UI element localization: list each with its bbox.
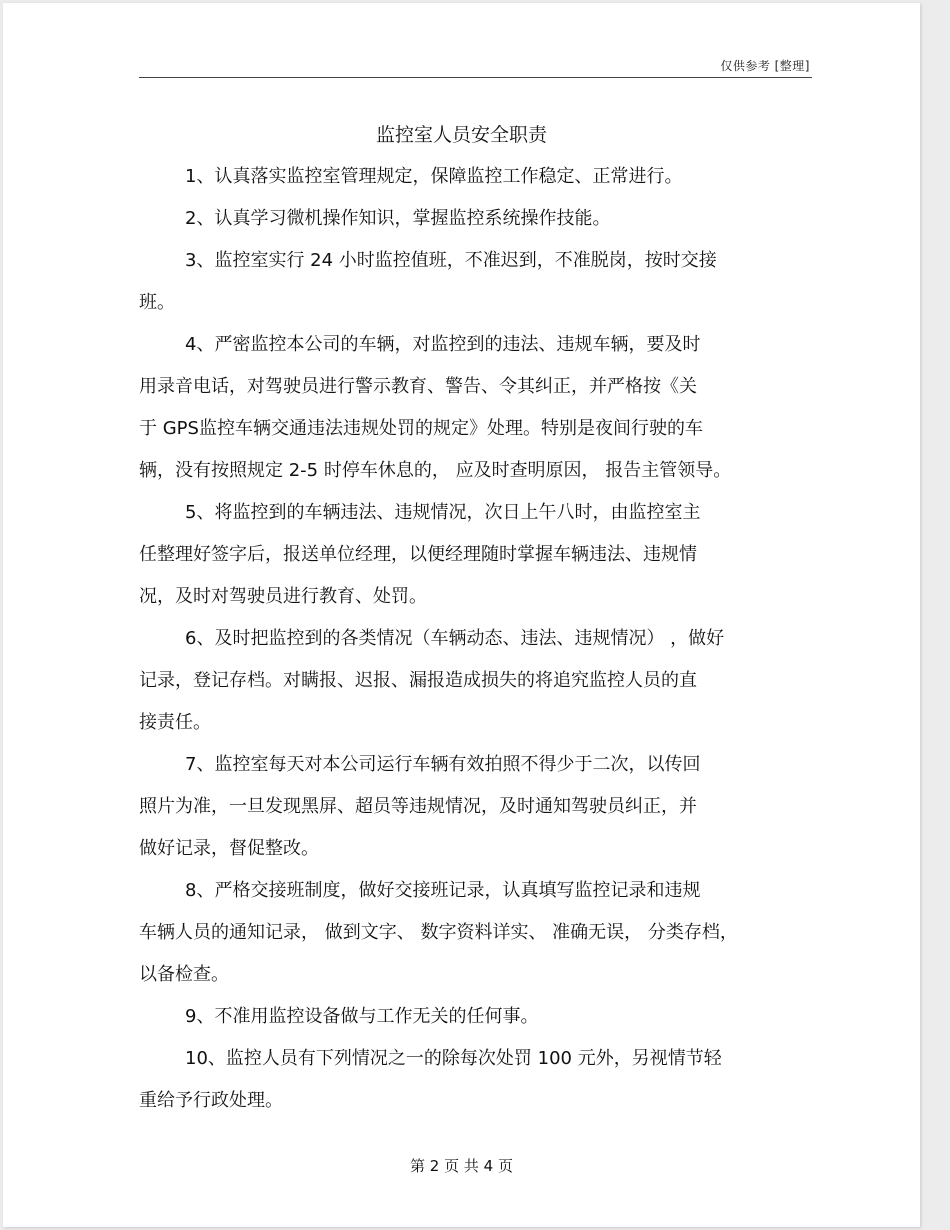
- document-body: [139, 156, 812, 1122]
- body-line: 8、严格交接班制度，做好交接班记录，认真填写监控记录和违规: [185, 880, 701, 901]
- body-line: 3、监控室实行 24 小时监控值班，不准迟到，不准脱岗，按时交接: [185, 250, 717, 271]
- page-number: 第 2 页 共 4 页: [410, 1157, 513, 1175]
- body-line: 接责任。: [139, 712, 211, 733]
- body-line: 10、监控人员有下列情况之一的除每次处罚 100 元外，另视情节轻: [185, 1048, 722, 1069]
- body-line: 做好记录，督促整改。: [139, 838, 319, 859]
- body-line: 用录音电话，对驾驶员进行警示教育、警告、令其纠正，并严格按《关: [139, 376, 697, 397]
- body-line: 9、不准用监控设备做与工作无关的任何事。: [185, 1006, 539, 1027]
- body-line: 以备检查。: [139, 964, 229, 985]
- document-page: [3, 3, 920, 1227]
- body-line: 6、及时把监控到的各类情况（车辆动态、违法、违规情况） ，做好: [185, 628, 725, 649]
- body-line: 4、严密监控本公司的车辆，对监控到的违法、违规车辆，要及时: [185, 334, 701, 355]
- body-line: 5、将监控到的车辆违法、违规情况，次日上午八时，由监控室主: [185, 502, 701, 523]
- header-note: 仅供参考 [整理]: [720, 59, 810, 73]
- header-divider: [139, 77, 812, 78]
- body-line: 1、认真落实监控室管理规定，保障监控工作稳定、正常进行。: [185, 166, 683, 187]
- body-line: 辆，没有按照规定 2-5 时停车休息的， 应及时查明原因， 报告主管领导。: [139, 460, 732, 481]
- body-line: 照片为准，一旦发现黑屏、超员等违规情况，及时通知驾驶员纠正，并: [139, 796, 697, 817]
- body-line: 车辆人员的通知记录， 做到文字、 数字资料详实、 准确无误， 分类存档，: [139, 922, 738, 943]
- document-title: 监控室人员安全职责: [375, 124, 547, 146]
- body-line: 况，及时对驾驶员进行教育、处罚。: [139, 586, 427, 607]
- body-line: 任整理好签字后，报送单位经理，以便经理随时掌握车辆违法、违规情: [139, 544, 697, 565]
- body-line: 记录，登记存档。对瞒报、迟报、漏报造成损失的将追究监控人员的直: [139, 670, 697, 691]
- body-line: 班。: [139, 292, 175, 313]
- body-line: 7、监控室每天对本公司运行车辆有效拍照不得少于二次，以传回: [185, 754, 701, 775]
- body-line: 重给予行政处理。: [139, 1090, 283, 1111]
- body-line: 于 GPS监控车辆交通违法违规处罚的规定》处理。特别是夜间行驶的车: [139, 418, 703, 439]
- body-line: 2、认真学习微机操作知识，掌握监控系统操作技能。: [185, 208, 611, 229]
